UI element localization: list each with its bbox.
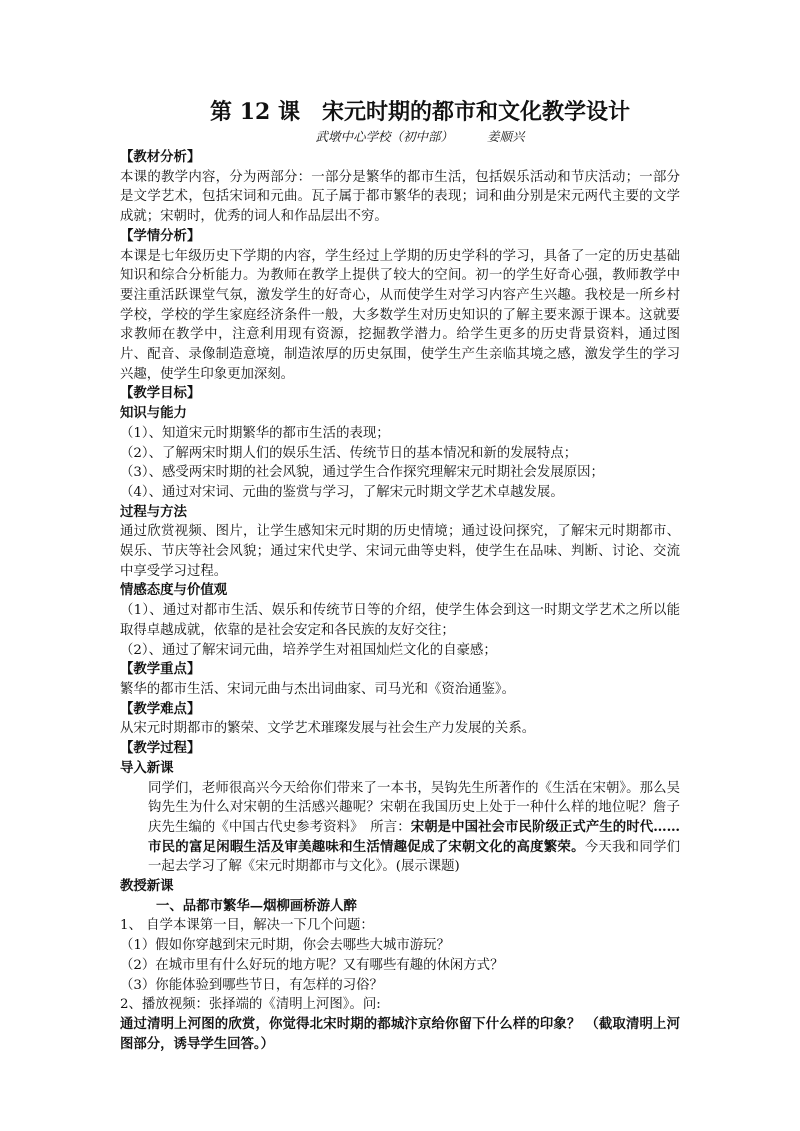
list-item: （2）、了解两宋时期人们的娱乐生活、传统节日的基本情况和新的发展特点； (120, 445, 578, 461)
section-heading-difficulties: 【教学难点】 (120, 700, 201, 717)
page-title: 第 12 课 宋元时期的都市和文化教学设计 (210, 99, 630, 125)
list-item: （4）、通过对宋词、元曲的鉴赏与学习，了解宋元时期文学艺术卓越发展。 (120, 484, 564, 500)
list-item: （1）、知道宋元时期繁华的都市生活的表现； (120, 425, 390, 441)
list-item: （2）、通过了解宋词元曲，培养学生对祖国灿烂文化的自豪感； (120, 642, 497, 658)
author-line (120, 128, 680, 146)
list-item: （1）、通过对都市生活、娱乐和传统节日等的介绍，使学生体会到这一时期文学艺术之所以能取得卓越成就，依靠的是社会安定和各民族的友好交往； (120, 603, 680, 638)
list-item: （3）、感受两宋时期的社会风貌，通过学生合作探究理解宋元时期社会发展原因； (120, 465, 604, 481)
intro-text: 同学们，老师很高兴今天给你们带来了一本书，吴钩先生所著作的《生活在宋朝》。那么吴钩先生为什么对宋朝的生活感兴趣呢？宋朝在我国历史上处于一种什么样的地位呢？詹子庆先生编的《中国古代史参考资料》 所言： (148, 780, 680, 835)
section-heading-students: 【学情分析】 (120, 227, 201, 244)
subheading-intro: 导入新课 (120, 760, 174, 776)
section-heading-goals: 【教学目标】 (120, 385, 201, 402)
step-two: 2、播放视频：张择端的《清明上河图》。问: (120, 997, 381, 1013)
emotion-list (120, 601, 680, 660)
material-text: 本课的教学内容，分为两部分：一部分是繁华的都市生活，包括娱乐活动和节庆活动；一部分是文学艺术，包括宋词和元曲。瓦子属于都市繁华的表现；词和曲分别是宋元两代主要的文学成就；宋朝时，优秀的词人和作品层出不穷。 (120, 169, 680, 225)
author-school: 武墩中心学校（初中部） (315, 129, 453, 144)
section-heading-material: 【教材分析】 (120, 149, 201, 165)
list-item: （2）在城市里有什么好玩的地方呢？又有哪些有趣的休闲方式？ (120, 957, 504, 973)
subheading-knowledge: 知识与能力 (120, 406, 187, 422)
process-method-text: 通过欣赏视频、图片，让学生感知宋元时期的历史情境；通过设问探究，了解宋元时期都市、娱乐、节庆等社会风貌；通过宋代史学、宋词元曲等史料，使学生在品味、判断、讨论、交流中享受学习过程。 (120, 524, 680, 579)
intro-quote: 宋朝是中国社会市民阶级正式产生的时代……市民的富足闲暇生活及审美趣味和生活情趣促成了宋朝文化的高度繁荣。 (148, 818, 680, 855)
section-heading-process: 【教学过程】 (120, 740, 201, 757)
intro-text-end: 今天我和同学们一起去学习了解《宋元时期都市与文化》。(展示课题) (148, 839, 681, 875)
difficulties-text: 从宋元时期都市的繁荣、文学艺术璀璨发展与社会生产力发展的关系。 (120, 721, 536, 737)
subheading-emotion: 情感态度与价值观 (120, 583, 228, 599)
step-one: 1、 自学本课第一目，解决一下几个问题： (120, 918, 374, 934)
list-item: （1）假如你穿越到宋元时期，你会去哪些大城市游玩？ (120, 938, 450, 954)
subheading-teaching: 教授新课 (120, 879, 174, 895)
part-one-heading: 一、品都市繁华—烟柳画桥游人醉 (156, 897, 357, 914)
key-points-text: 繁华的都市生活、宋词元曲与杰出词曲家、司马光和《资治通鉴》。 (120, 681, 516, 697)
list-item: （3）你能体验到哪些节日，有怎样的习俗？ (120, 977, 383, 993)
students-text: 本课是七年级历史下学期的内容，学生经过上学期的历史学科的学习，具备了一定的历史基础知识和综合分析能力。为教师在教学上提供了较大的空间。初一的学生好奇心强，教师教学中要注重活跃课堂气氛，激发学生的好奇心，从而使学生对学习内容产生兴趣。我校是一所乡村学校，学校的学生家庭经济条件一般，大多数学生对历史知识的了解主要来源于课本。这就要求教师在教学中，注意利用现有资源，挖掘教学潜力。给学生更多的历史背景资料，通过图片、配音、录像制造意境，制造浓厚的历史氛围，使学生产生亲临其境之感，激发学生的学习兴趣，使学生印象更加深刻。 (120, 248, 680, 382)
intro-paragraph (120, 779, 680, 878)
questions-list (120, 936, 680, 995)
section-heading-key-points: 【教学重点】 (120, 661, 201, 678)
subheading-process-method: 过程与方法 (120, 504, 187, 520)
knowledge-list (120, 424, 680, 503)
question-bold: 通过清明上河图的欣赏，你觉得北宋时期的都城汴京给你留下什么样的印象？ （截取清明上河图部分，诱导学生回答。） (120, 1015, 680, 1052)
author-name: 姜顺兴 (487, 129, 525, 144)
